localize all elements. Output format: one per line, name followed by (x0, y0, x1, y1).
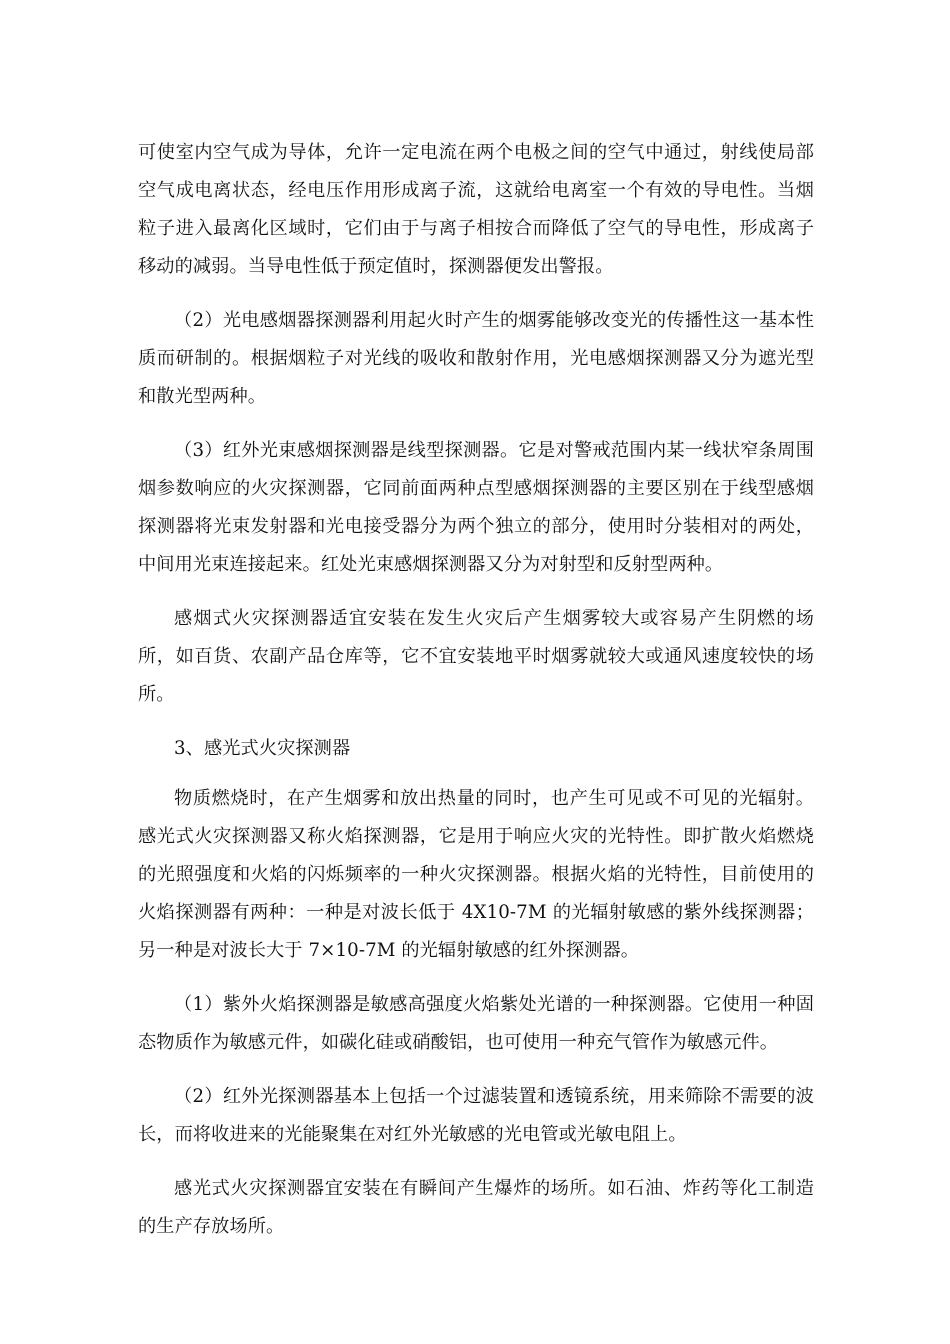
section-heading-light-sensing-detector: 3、感光式火灾探测器 (174, 738, 351, 759)
paragraph-ionization-continuation: 可使室内空气成为导体，允许一定电流在两个电极之间的空气中通过，射线使局部空气成电离状态，经电压作用形成离子流，这就给电离室一个有效的导电性。当烟粒子进入最离化区域时，它们由于与离子相按合而降低了空气的导电性，形成离子移动的减弱。当导电性低于预定值时，探测器便发出警报。 (138, 142, 814, 277)
paragraph-light-sensing-overview: 物质燃烧时，在产生烟雾和放出热量的同时，也产生可见或不可见的光辐射。感光式火灾探测器又称火焰探测器，它是用于响应火灾的光特性。即扩散火焰燃烧的光照强度和火焰的闪烁频率的一种火灾探测器。根据火焰的光特性，目前使用的火焰探测器有两种：一种是对波长低于 4X10-7M 的光辐射敏感的紫外线探测器；另一种是对波长大于 7×10-7M 的光辐射敏感的红外探测器。 (138, 788, 814, 961)
paragraph-infrared-beam-smoke-detector: （3）红外光束感烟探测器是线型探测器。它是对警戒范围内某一线状窄条周围烟参数响应的火灾探测器，它同前面两种点型感烟探测器的主要区别在于线型感烟探测器将光束发射器和光电接受器分为两个独立的部分，使用时分装相对的两处，中间用光束连接起来。红处光束感烟探测器又分为对射型和反射型两种。 (138, 440, 814, 575)
document-body (138, 134, 814, 1262)
paragraph-photoelectric-smoke-detector: （2）光电感烟器探测器利用起火时产生的烟雾能够改变光的传播性这一基本性质而研制的。根据烟粒子对光线的吸收和散射作用，光电感烟探测器又分为遮光型和散光型两种。 (138, 310, 814, 407)
paragraph-smoke-detector-installation: 感烟式火灾探测器适宜安装在发生火灾后产生烟雾较大或容易产生阴燃的场所，如百货、农副产品仓库等，它不宜安装地平时烟雾就较大或通风速度较快的场所。 (138, 608, 814, 705)
paragraph-infrared-light-detector: （2）红外光探测器基本上包括一个过滤装置和透镜系统，用来筛除不需要的波长，而将收进来的光能聚集在对红外光敏感的光电管或光敏电阻上。 (138, 1086, 814, 1145)
paragraph-ultraviolet-flame-detector: （1）紫外火焰探测器是敏感高强度火焰紫处光谱的一种探测器。它使用一种固态物质作为敏感元件，如碳化硅或硝酸铝，也可使用一种充气管作为敏感元件。 (138, 994, 814, 1053)
paragraph-light-sensing-installation: 感光式火灾探测器宜安装在有瞬间产生爆炸的场所。如石油、炸药等化工制造的生产存放场所。 (138, 1178, 814, 1237)
